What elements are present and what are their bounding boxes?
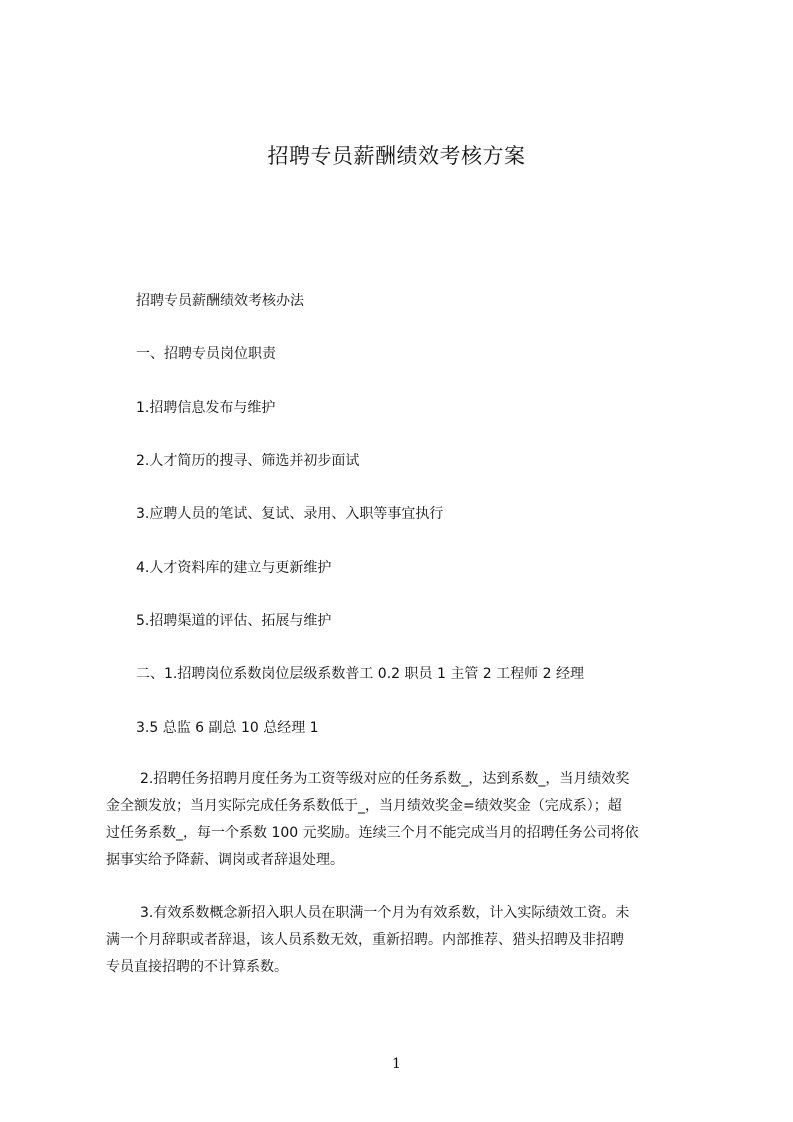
paragraph-line: 据事实给予降薪、调岗或者辞退处理。 <box>106 852 344 868</box>
paragraph-line: 3.有效系数概念新招入职人员在职满一个月为有效系数，计入实际绩效工资。未 <box>140 905 630 921</box>
position-coefficient-line-2: 3.5 总监 6 副总 10 总经理 1 <box>136 720 319 736</box>
position-coefficient-line: 二、1.招聘岗位系数岗位层级系数普工 0.2 职员 1 主管 2 工程师 2 经理 <box>136 666 584 682</box>
duty-item: 4.人才资料库的建立与更新维护 <box>136 560 332 576</box>
paragraph-line: 金全额发放；当月实际完成任务系数低于_，当月绩效奖金=绩效奖金（完成系）；超 <box>106 798 622 814</box>
document-title: 招聘专员薪酬绩效考核方案 <box>267 144 526 168</box>
paragraph-line: 过任务系数_，每一个系数 100 元奖励。连续三个月不能完成当月的招聘任务公司将依 <box>106 825 639 841</box>
paragraph-line: 专员直接招聘的不计算系数。 <box>106 959 288 975</box>
section-heading-duties: 一、招聘专员岗位职责 <box>136 346 276 362</box>
page-number: 1 <box>392 1056 401 1072</box>
duty-item: 1.招聘信息发布与维护 <box>136 400 276 416</box>
paragraph-valid-coefficient <box>106 900 700 981</box>
duty-item: 2.人才简历的搜寻、筛选并初步面试 <box>136 453 360 469</box>
paragraph-line: 2.招聘任务招聘月度任务为工资等级对应的任务系数_，达到系数_，当月绩效奖 <box>140 771 630 787</box>
paragraph-line: 满一个月辞职或者辞退，该人员系数无效，重新招聘。内部推荐、猎头招聘及非招聘 <box>106 932 624 948</box>
duty-item: 3.应聘人员的笔试、复试、录用、入职等事宜执行 <box>136 506 444 522</box>
duty-item: 5.招聘渠道的评估、拓展与维护 <box>136 613 332 629</box>
subtitle: 招聘专员薪酬绩效考核办法 <box>136 293 304 309</box>
paragraph-recruitment-task <box>106 766 700 874</box>
